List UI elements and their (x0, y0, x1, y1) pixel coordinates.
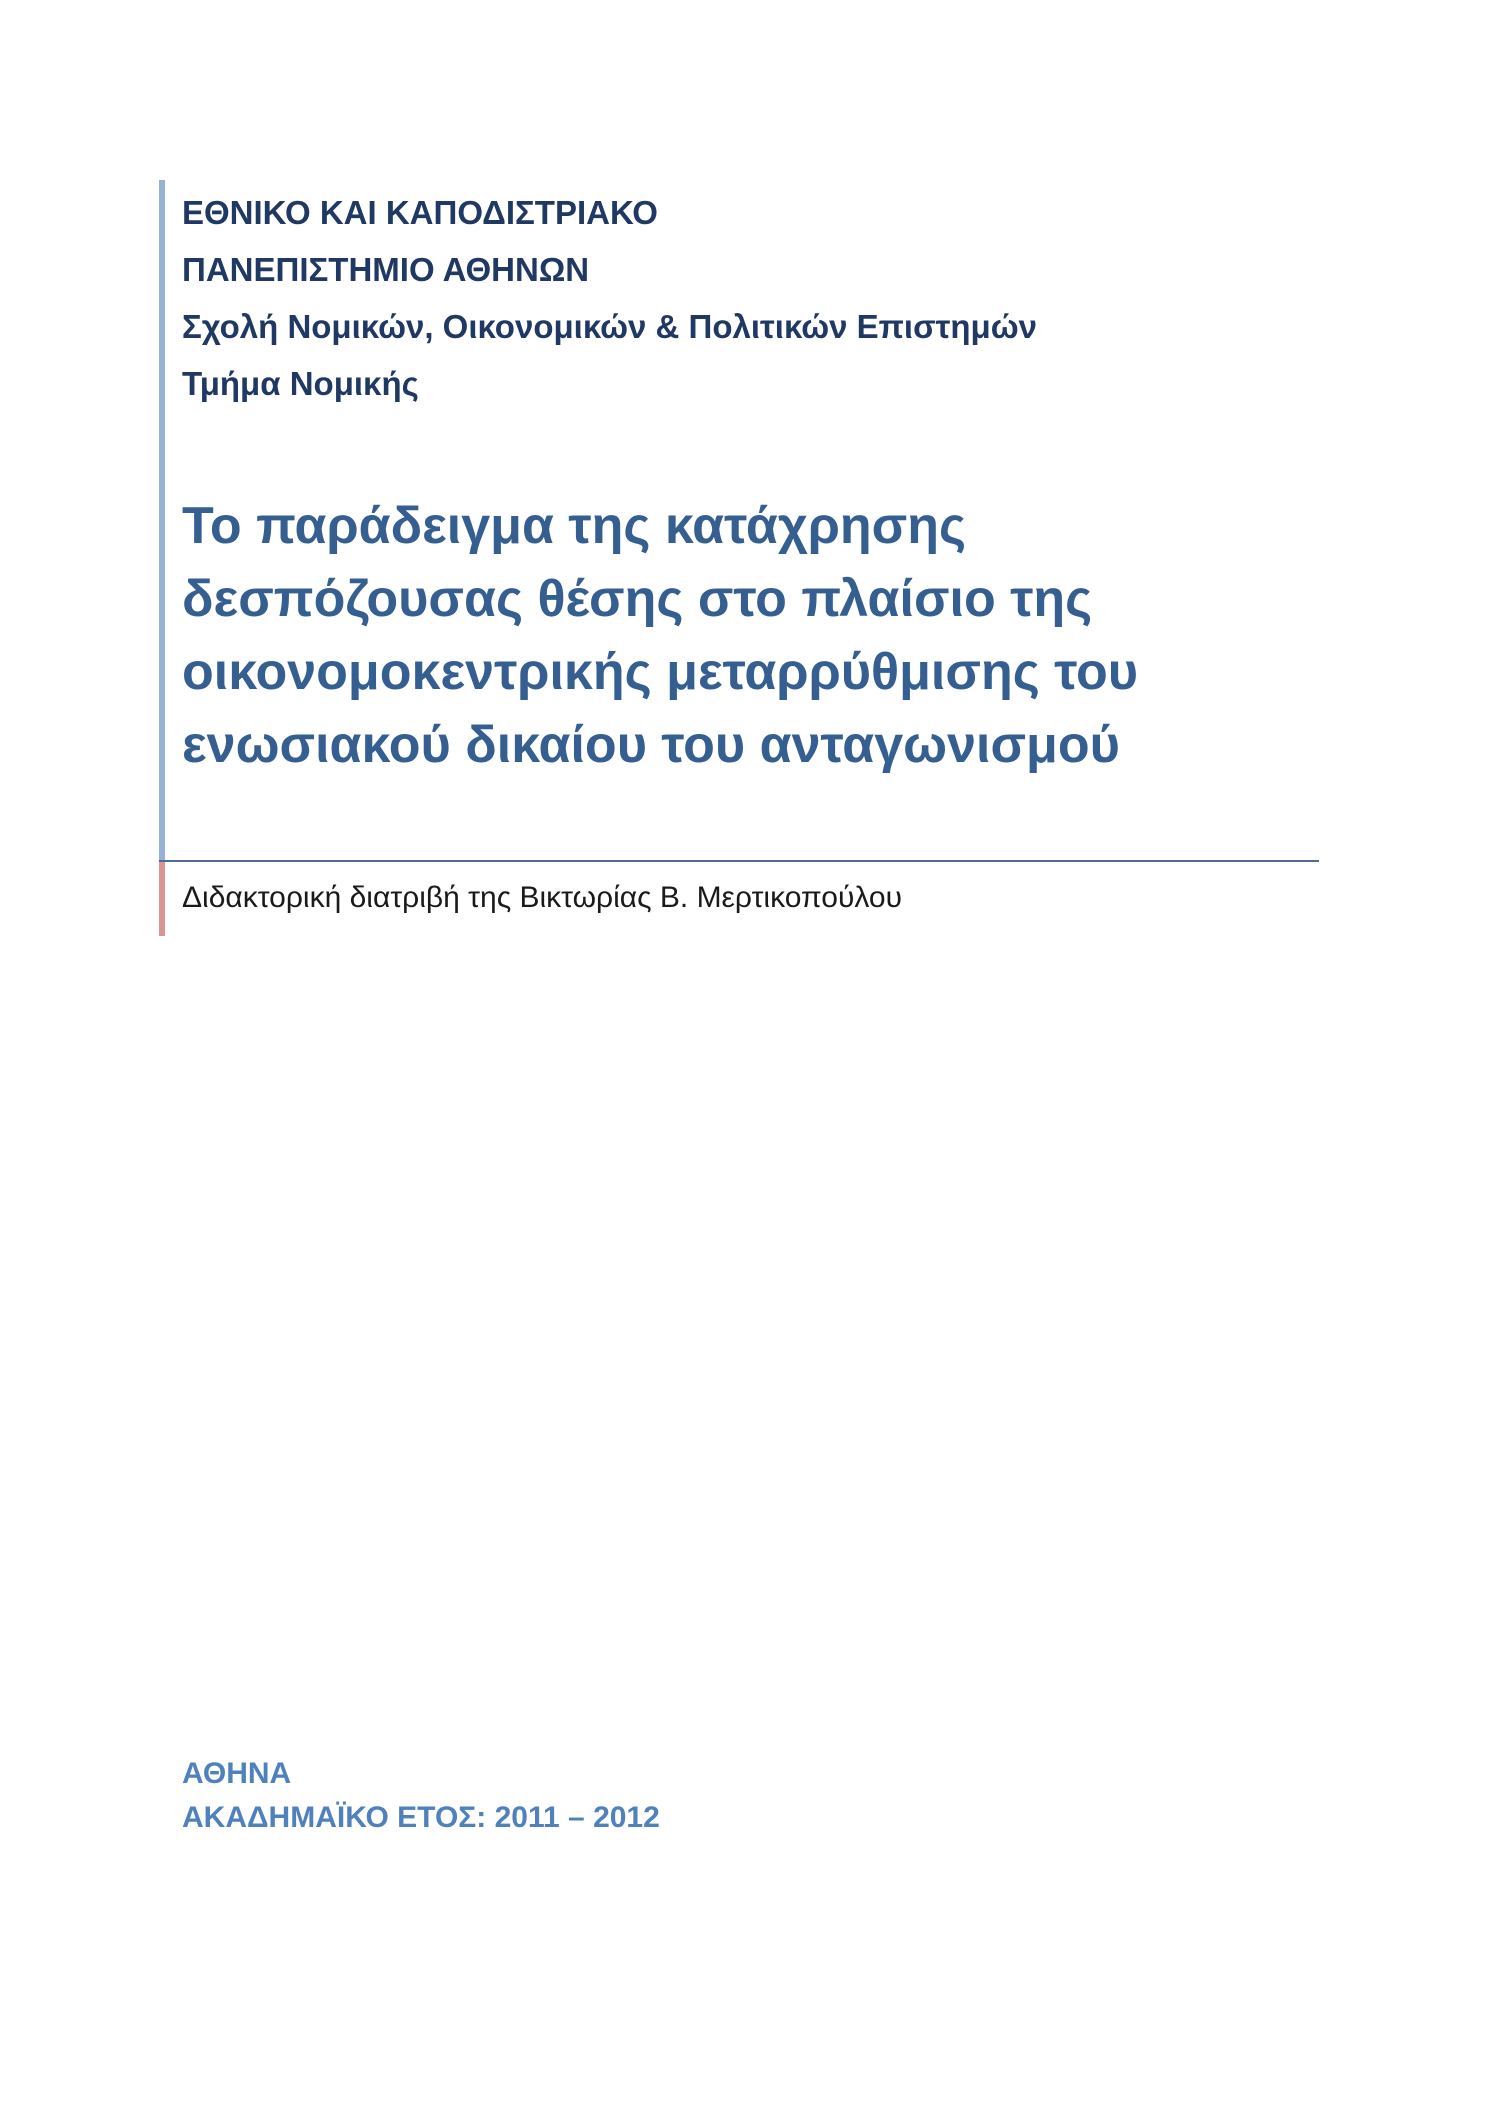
accent-bar-blue (159, 180, 165, 862)
university-name-line-2: ΠΑΝΕΠΙΣΤΗΜΙΟ ΑΘΗΝΩΝ (182, 251, 590, 288)
school-name: Σχολή Νομικών, Οικονομικών & Πολιτικών Επιστημών (182, 308, 1037, 345)
institution-header (182, 184, 1037, 412)
academic-year-label: ΑΚΑΔΗΜΑΪΚΟ ΕΤΟΣ: 2011 – 2012 (182, 1801, 660, 1834)
thesis-title-line-3: οικονομοκεντρικής μεταρρύθμισης του (182, 643, 1138, 701)
city-label: ΑΘΗΝΑ (182, 1757, 292, 1790)
thesis-title-line-4: ενωσιακού δικαίου του ανταγωνισμού (182, 716, 1120, 774)
thesis-title-line-2: δεσπόζουσας θέσης στο πλαίσιο της (182, 570, 1093, 628)
thesis-subtitle: Διδακτορική διατριβή της Βικτωρίας Β. Μερτικοπούλου (182, 881, 902, 914)
thesis-title-line-1: Το παράδειγμα της κατάχρησης (182, 497, 967, 555)
thesis-title (182, 490, 1302, 782)
department-name: Τμήμα Νομικής (182, 365, 419, 402)
footer-block (182, 1752, 660, 1840)
university-name-line-1: ΕΘΝΙΚΟ ΚΑΙ ΚΑΠΟΔΙΣΤΡΙΑΚΟ (182, 194, 658, 231)
accent-bar-red (159, 862, 165, 936)
title-divider (159, 860, 1319, 862)
